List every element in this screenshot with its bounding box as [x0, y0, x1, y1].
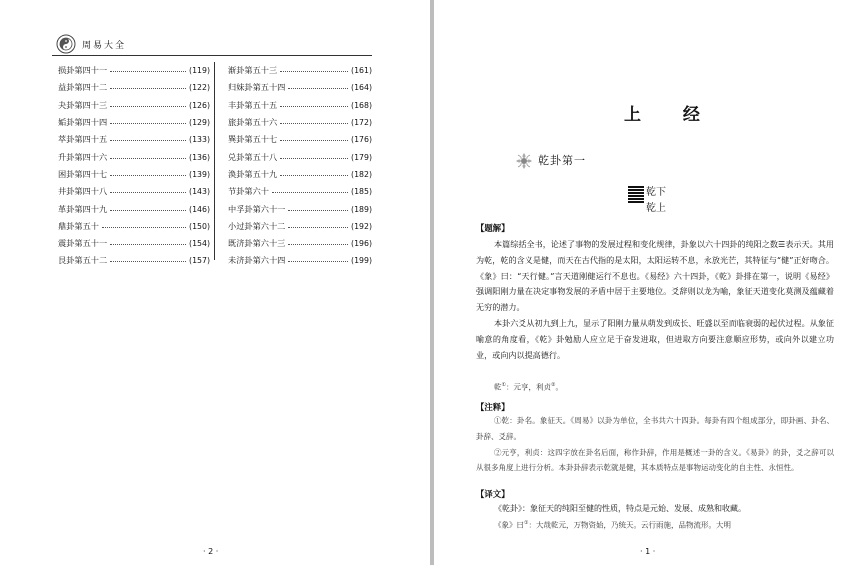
toc-entry[interactable]	[58, 62, 210, 79]
toc-leader-dots	[110, 192, 186, 193]
toc-entry-page: (150)	[189, 221, 210, 231]
toc-entry-title: 益卦第四十二	[58, 82, 108, 93]
page-number: · 1 ·	[640, 547, 656, 556]
toc-entry[interactable]	[228, 166, 372, 183]
toc-entry[interactable]	[228, 218, 372, 235]
toc-entry[interactable]	[228, 114, 372, 131]
toc-entry[interactable]	[58, 166, 210, 183]
toc-entry-title: 姤卦第四十四	[58, 117, 108, 128]
section-heading-tijie: 【题解】	[476, 223, 510, 233]
toc-leader-dots	[110, 261, 186, 262]
toc-entry-page: (164)	[351, 83, 372, 93]
toc-entry[interactable]	[228, 97, 372, 114]
toc-leader-dots	[288, 210, 348, 211]
part-title: 上 经	[624, 105, 718, 125]
toc-entry[interactable]	[58, 79, 210, 96]
toc-entry-page: (154)	[189, 239, 210, 249]
toc-column-right	[228, 62, 372, 270]
toc-entry-title: 困卦第四十七	[58, 168, 108, 179]
toc-leader-dots	[280, 140, 348, 141]
hexagram-title: 乾卦第一	[538, 154, 586, 167]
toc-leader-dots	[280, 71, 348, 72]
toc-entry[interactable]	[58, 235, 210, 252]
toc-entry-title: 归妹卦第五十四	[228, 82, 286, 93]
toc-entry-page: (136)	[189, 152, 210, 162]
toc-entry-title: 兑卦第五十八	[228, 151, 278, 162]
toc-entry-title: 小过卦第六十二	[228, 220, 286, 231]
toc-leader-dots	[110, 210, 186, 211]
toc-entry-page: (126)	[189, 100, 210, 110]
toc-entry[interactable]	[228, 252, 372, 269]
toc-entry-page: (129)	[189, 118, 210, 128]
toc-entry[interactable]	[228, 235, 372, 252]
toc-entry[interactable]	[228, 131, 372, 148]
toc-entry-title: 丰卦第五十五	[228, 99, 278, 110]
translation-line-1: 《乾卦》：象征天的纯阳至健的性质，特点是元始、发展、成熟和收藏。	[494, 504, 746, 513]
toc-entry[interactable]	[58, 114, 210, 131]
toc-leader-dots	[110, 175, 186, 176]
toc-entry[interactable]	[228, 183, 372, 200]
toc-entry-page: (139)	[189, 169, 210, 179]
toc-entry-page: (157)	[189, 256, 210, 266]
zhushi-text	[476, 413, 834, 476]
tijie-paragraph-2: 本卦六爻从初九到上九，显示了阳刚力量从萌发到成长、旺盛以至而临衰弱的起伏过程。从象征喻意的角度看，《乾》卦勉励人应立足于奋发进取，但进取方向要注意顺应形势，或向外以建立功业，或向内以提高德行。	[476, 317, 834, 360]
toc-leader-dots	[280, 175, 348, 176]
toc-entry-title: 艮卦第五十二	[58, 255, 108, 266]
toc-leader-dots	[110, 71, 186, 72]
xiang-text: 《象》曰①：大哉乾元，万物资始，乃统天。云行雨施，品物流形。大明	[494, 520, 731, 530]
running-header-title: 周易大全	[82, 41, 127, 51]
toc-entry-page: (179)	[351, 152, 372, 162]
toc-leader-dots	[280, 106, 348, 107]
toc-entry-title: 井卦第四十八	[58, 186, 108, 197]
toc-entry-page: (192)	[351, 221, 372, 231]
toc-leader-dots	[288, 88, 348, 89]
toc-entry-title: 中孚卦第六十一	[228, 203, 286, 214]
toc-entry-page: (133)	[189, 135, 210, 145]
toc-leader-dots	[110, 88, 186, 89]
toc-entry-title: 升卦第四十六	[58, 151, 108, 162]
toc-entry-page: (189)	[351, 204, 372, 214]
hexagram-verse: 乾①：元亨，利贞②。	[494, 382, 563, 392]
toc-entry-title: 萃卦第四十五	[58, 134, 108, 145]
trigram-labels	[646, 185, 666, 217]
yiwen-text	[476, 501, 834, 517]
section-heading-zhushi: 【注释】	[476, 402, 510, 412]
toc-entry-page: (168)	[351, 100, 372, 110]
trigram-upper-label: 乾上	[646, 203, 666, 214]
toc-entry-title: 损卦第四十一	[58, 65, 108, 76]
toc-leader-dots	[110, 244, 186, 245]
tijie-text	[476, 237, 834, 363]
toc-entry[interactable]	[58, 183, 210, 200]
footnote-marker: ①	[524, 520, 529, 526]
note-2: ②元亨，利贞：这四字放在卦名后面，称作卦辞，作用是概述一卦的含义。《易卦》的卦，爻之辞可以从很多角度上进行分析。本卦卦辞表示乾就是健，其本质特点是事物运动变化的自主性、永恒性。	[476, 447, 834, 473]
toc-leader-dots	[288, 261, 348, 262]
footnote-marker: ①	[501, 382, 506, 388]
toc-entry-title: 夬卦第四十三	[58, 99, 108, 110]
toc-entry-page: (185)	[351, 187, 372, 197]
header-rule	[52, 55, 372, 56]
section-heading-yiwen: 【译文】	[476, 489, 510, 499]
toc-entry-title: 渐卦第五十三	[228, 65, 278, 76]
qian-hexagram-icon	[628, 186, 644, 204]
toc-entry-page: (182)	[351, 169, 372, 179]
toc-entry[interactable]	[58, 131, 210, 148]
toc-entry-page: (176)	[351, 135, 372, 145]
toc-entry-title: 涣卦第五十九	[228, 168, 278, 179]
toc-leader-dots	[288, 227, 348, 228]
toc-entry-page: (146)	[189, 204, 210, 214]
toc-leader-dots	[288, 244, 348, 245]
toc-entry-title: 震卦第五十一	[58, 238, 108, 249]
toc-leader-dots	[110, 123, 186, 124]
toc-entry-title: 鼎卦第五十	[58, 220, 99, 231]
toc-entry[interactable]	[58, 200, 210, 217]
toc-entry-title: 未济卦第六十四	[228, 255, 286, 266]
swirl-emblem-icon	[514, 152, 534, 170]
toc-entry-page: (196)	[351, 239, 372, 249]
toc-entry[interactable]	[58, 148, 210, 165]
toc-entry[interactable]	[58, 218, 210, 235]
hexagram-heading	[514, 152, 586, 170]
toc-leader-dots	[110, 158, 186, 159]
left-page	[0, 0, 430, 565]
toc-leader-dots	[102, 227, 186, 228]
toc-entry[interactable]	[228, 79, 372, 96]
toc-entry-title: 旅卦第五十六	[228, 117, 278, 128]
page-number: · 2 ·	[203, 547, 219, 556]
toc-entry-title: 革卦第四十九	[58, 203, 108, 214]
toc-leader-dots	[272, 192, 348, 193]
right-page	[434, 0, 866, 565]
toc-entry-page: (172)	[351, 118, 372, 128]
toc-leader-dots	[280, 158, 348, 159]
toc-entry-page: (119)	[189, 66, 210, 76]
toc-entry[interactable]	[228, 148, 372, 165]
note-1: ①乾：卦名。象征天。《周易》以卦为单位，全书共六十四卦。每卦有四个组成部分，即卦画、卦名、卦辞、爻辞。	[476, 416, 834, 441]
toc-entry-page: (143)	[189, 187, 210, 197]
trigram-lower-label: 乾下	[646, 187, 666, 198]
bagua-emblem-icon	[56, 34, 76, 54]
toc-leader-dots	[110, 106, 186, 107]
toc-entry-page: (161)	[351, 66, 372, 76]
footnote-marker: ②	[550, 382, 556, 388]
toc-entry[interactable]	[58, 252, 210, 269]
toc-entry[interactable]	[58, 97, 210, 114]
toc-entry[interactable]	[228, 62, 372, 79]
toc-entry-page: (199)	[351, 256, 372, 266]
toc-entry[interactable]	[228, 200, 372, 217]
toc-leader-dots	[280, 123, 348, 124]
toc-column-divider	[214, 62, 215, 260]
toc-entry-page: (122)	[189, 83, 210, 93]
toc-leader-dots	[110, 140, 186, 141]
toc-column-left	[58, 62, 210, 270]
toc-entry-title: 既济卦第六十三	[228, 238, 286, 249]
toc-entry-title: 节卦第六十	[228, 186, 269, 197]
toc-entry-title: 巽卦第五十七	[228, 134, 278, 145]
tijie-paragraph-1: 本篇综括全书，论述了事物的发展过程和变化规律，卦象以六十四卦的纯阳之数☰表示天。其用为乾，乾的含义是健，而天在古代指的是太阳，太阳运转不息，永放光芒，其特征与“健”正好吻合。《象》曰：“天行健。”言天道刚健运行不息也。《易经》六十四卦，《乾》卦排在第一，说明《易经》强调阳刚力量在决定事物发展的矛盾中居于主要地位。爻辞则以龙为喻，象征天道变化莫测及蕴藏着无穷的潜力。	[476, 239, 834, 313]
